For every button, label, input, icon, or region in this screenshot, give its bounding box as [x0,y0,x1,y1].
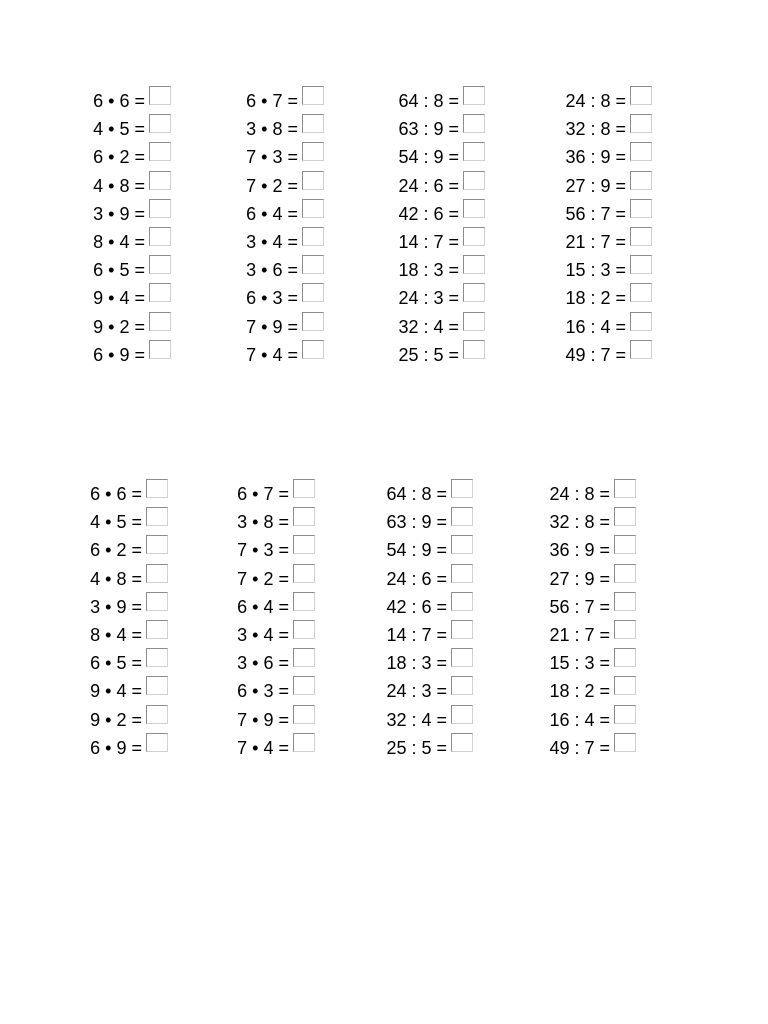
problem-expression: 6 • 9 = [93,344,145,365]
problem-expression: 6 • 5 = [90,653,142,674]
problem-expression: 4 • 5 = [90,512,142,533]
problem-expression: 7 • 4 = [246,344,298,365]
answer-box[interactable] [630,227,652,246]
problem-expression: 24 : 8 = [565,91,626,111]
problem-expression: 4 • 8 = [90,568,142,589]
problem-expression: 3 • 4 = [246,231,298,252]
problem-expression: 3 • 8 = [246,119,298,140]
problem-expression: 3 • 6 = [237,653,289,674]
problem-row [0,535,636,563]
problem-expression: 56 : 7 = [549,596,610,617]
problem-column-4 [0,479,636,761]
problem-row [0,283,652,311]
problem-expression: 7 • 9 = [237,709,289,730]
problem-expression: 56 : 7 = [565,203,626,224]
problem-expression: 3 • 9 = [90,596,142,617]
problem-row [0,340,652,368]
problem-expression: 25 : 5 = [398,344,459,365]
problem-expression: 7 • 3 = [237,540,289,561]
problem-expression: 6 • 7 = [246,91,298,111]
problem-row [0,676,636,704]
problem-expression: 7 • 3 = [246,147,298,168]
problem-expression: 6 • 6 = [90,484,142,504]
problem-row [0,705,636,733]
problem-expression: 64 : 8 = [386,484,447,504]
problem-row [0,114,652,142]
problem-expression: 24 : 6 = [386,568,447,589]
problem-expression: 25 : 5 = [386,737,447,758]
problem-expression: 15 : 3 = [549,653,610,674]
problem-row [0,86,652,114]
answer-box[interactable] [614,592,636,611]
problem-expression: 24 : 3 = [386,681,447,702]
problem-expression: 9 • 4 = [90,681,142,702]
problem-expression: 16 : 4 = [565,316,626,337]
problem-expression: 6 • 5 = [93,260,145,281]
problem-expression: 27 : 9 = [565,175,626,196]
problem-row [0,142,652,170]
answer-box[interactable] [630,312,652,331]
problem-expression: 3 • 9 = [93,203,145,224]
problem-expression: 64 : 8 = [398,91,459,111]
answer-box[interactable] [614,564,636,583]
problem-expression: 54 : 9 = [386,540,447,561]
problem-expression: 9 • 2 = [93,316,145,337]
answer-box[interactable] [614,676,636,695]
problem-expression: 6 • 2 = [93,147,145,168]
problem-expression: 3 • 6 = [246,260,298,281]
problem-expression: 16 : 4 = [549,709,610,730]
problem-expression: 32 : 4 = [386,709,447,730]
problem-expression: 18 : 3 = [386,653,447,674]
problem-expression: 6 • 4 = [246,203,298,224]
problem-column-4 [0,86,652,368]
problem-row [0,648,636,676]
problem-expression: 24 : 8 = [549,484,610,504]
problem-expression: 6 • 9 = [90,737,142,758]
problem-expression: 63 : 9 = [386,512,447,533]
problem-expression: 9 • 2 = [90,709,142,730]
problem-expression: 7 • 2 = [237,568,289,589]
problem-expression: 6 • 3 = [246,288,298,309]
problem-expression: 7 • 2 = [246,175,298,196]
problem-expression: 8 • 4 = [93,231,145,252]
problem-expression: 4 • 8 = [93,175,145,196]
problem-expression: 7 • 9 = [246,316,298,337]
problem-expression: 4 • 5 = [93,119,145,140]
answer-box[interactable] [614,705,636,724]
problem-expression: 63 : 9 = [398,119,459,140]
problem-expression: 9 • 4 = [93,288,145,309]
problem-row [0,620,636,648]
problem-expression: 6 • 3 = [237,681,289,702]
problem-expression: 32 : 8 = [549,512,610,533]
problem-expression: 18 : 3 = [398,260,459,281]
problem-row [0,592,636,620]
problem-row [0,227,652,255]
answer-box[interactable] [614,648,636,667]
problem-row [0,479,636,507]
problem-row [0,199,652,227]
problem-expression: 42 : 6 = [398,203,459,224]
answer-box[interactable] [630,340,652,359]
problem-expression: 14 : 7 = [398,231,459,252]
problem-row [0,733,636,761]
problem-expression: 3 • 8 = [237,512,289,533]
problem-expression: 18 : 2 = [549,681,610,702]
problem-expression: 24 : 6 = [398,175,459,196]
problem-expression: 14 : 7 = [386,624,447,645]
problem-expression: 36 : 9 = [549,540,610,561]
problem-expression: 6 • 7 = [237,484,289,504]
problem-expression: 49 : 7 = [565,344,626,365]
problem-expression: 6 • 4 = [237,596,289,617]
problem-expression: 8 • 4 = [90,624,142,645]
problem-expression: 49 : 7 = [549,737,610,758]
answer-box[interactable] [614,507,636,526]
answer-box[interactable] [630,114,652,133]
answer-box[interactable] [630,283,652,302]
answer-box[interactable] [630,171,652,190]
answer-box[interactable] [630,142,652,161]
problem-expression: 7 • 4 = [237,737,289,758]
problem-expression: 27 : 9 = [549,568,610,589]
problem-row [0,564,636,592]
problem-expression: 24 : 3 = [398,288,459,309]
problem-row [0,255,652,283]
problem-row [0,171,652,199]
problem-expression: 18 : 2 = [565,288,626,309]
answer-box[interactable] [630,255,652,274]
answer-box[interactable] [614,535,636,554]
problem-expression: 42 : 6 = [386,596,447,617]
problem-row [0,507,636,535]
answer-box[interactable] [614,620,636,639]
problem-expression: 21 : 7 = [549,624,610,645]
answer-box[interactable] [630,86,652,105]
problem-expression: 21 : 7 = [565,231,626,252]
problem-expression: 54 : 9 = [398,147,459,168]
answer-box[interactable] [614,479,636,498]
problem-expression: 15 : 3 = [565,260,626,281]
problem-expression: 3 • 4 = [237,624,289,645]
problem-expression: 32 : 8 = [565,119,626,140]
problem-row [0,312,652,340]
problem-expression: 6 • 2 = [90,540,142,561]
answer-box[interactable] [614,733,636,752]
answer-box[interactable] [630,199,652,218]
problem-expression: 6 • 6 = [93,91,145,111]
problem-expression: 36 : 9 = [565,147,626,168]
problem-expression: 32 : 4 = [398,316,459,337]
